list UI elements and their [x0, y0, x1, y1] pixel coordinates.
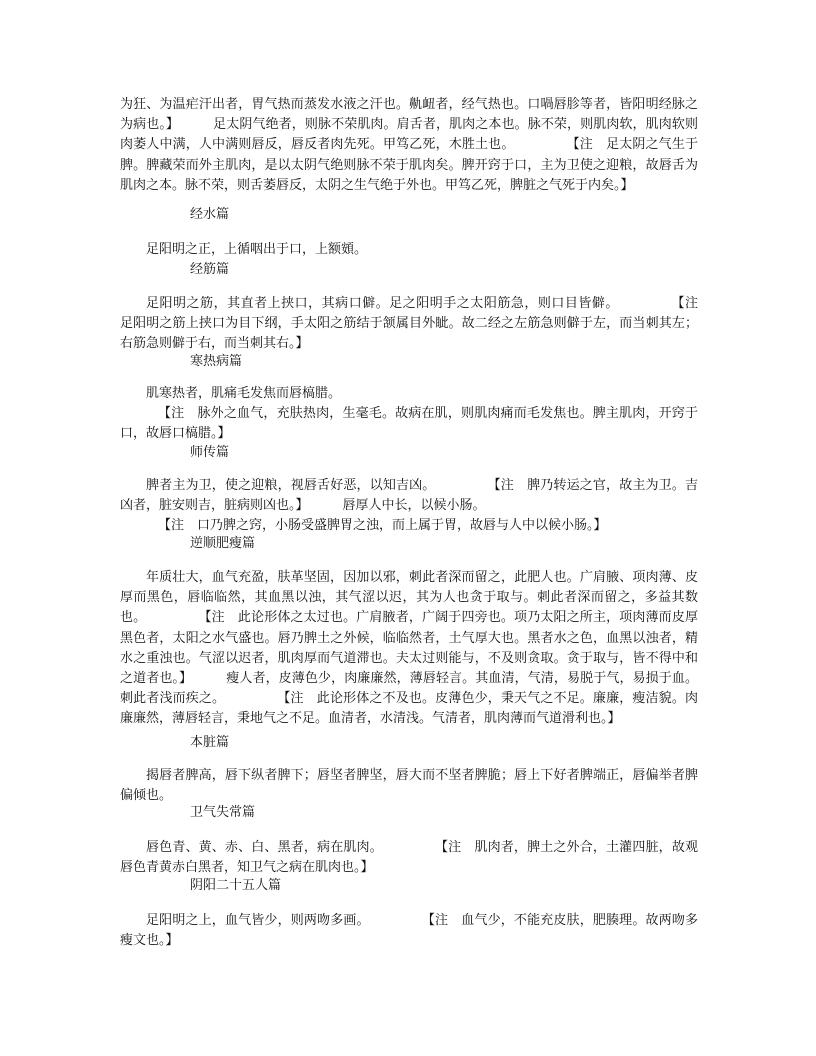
yinyang-text: 足阳明之上，血气皆少，则两吻多画。: [146, 913, 370, 928]
section-benzang: [120, 766, 698, 806]
weiqi-text: 唇色青、黄、赤、白、黑者，病在肌肉。: [146, 840, 383, 855]
jingjin-text: 足阳明之筋，其直者上挟口，其病口僻。足之阳明手之太阳筋急，则口目皆僻。: [146, 296, 619, 311]
section-title-weiqi: 卫气失常篇: [190, 805, 256, 820]
nishun-commentary-1: 【注 此论形体之太过也。广肩腋者，广阔于四旁也。项乃太阳之所主，项肉薄而皮厚黑色者，太阳之水气盛也。唇乃脾土之外候，临临然者，土气厚大也。黑者水之色，血黑以浊者，精水之重浊也。气涩以迟者，肌肉厚而气道滞也。夫太过则能与，不及则贪取。贪于取与，皆不得中和之道者也。】: [120, 610, 698, 687]
section-jingshui: [120, 240, 698, 260]
weiqi-paragraph: [120, 838, 698, 878]
hanre-commentary: 【注 脉外之血气，充肤热肉，生毫毛。故病在肌，则肌肉痛而毛发焦也。脾主肌肉，开窍于口，故唇口槁腊。】: [120, 406, 698, 442]
intro-paragraph: [120, 95, 698, 196]
jingshui-text: 足阳明之正，上循咽出于口，上额頞。: [146, 242, 368, 257]
jingjin-commentary: 【注 足阳明之筋上挟口为目下纲，手太阳之筋结于颔属目外眦。故二经之左筋急则僻于左，而当刺其左；右筋急则僻于右，而当刺其右。】: [120, 296, 711, 352]
intro-commentary: 【注 足太阴之气生于脾。脾藏荣而外主肌肉，是以太阴气绝则脉不荣于肌肉矣。脾开窍于口，主为卫使之迎粮，故唇舌为肌肉之本。脉不荣，则舌萎唇反，太阴之生气绝于外也。甲笃乙死，脾脏之气死于内矣。】: [120, 137, 698, 193]
section-yinyang: [120, 911, 698, 951]
intro-block: [120, 95, 698, 196]
yinyang-paragraph: [120, 911, 698, 951]
shizhuan-commentary-1: 【注 脾乃转运之官，故主为卫。吉凶者，脏安则吉，脏病则凶也。】: [120, 478, 698, 514]
shizhuan-text-2: 唇厚人中长，以候小肠。: [342, 498, 486, 514]
section-shizhuan: [120, 476, 698, 537]
shizhuan-commentary-2: 【注 口乃脾之窍，小肠受盛脾胃之浊，而上属于胃，故唇与人中以候小肠。】: [158, 518, 607, 534]
nishun-paragraph: [120, 568, 698, 730]
hanre-text: 肌寒热者，肌痛毛发焦而唇槁腊。: [146, 386, 342, 401]
section-jingjin: [120, 294, 711, 355]
shizhuan-text-1: 脾者主为卫，使之迎粮，视唇舌好恶，以知吉凶。: [146, 478, 436, 493]
section-title-benzang: 本脏篇: [190, 735, 230, 750]
nishun-text-2: 瘦人者，皮薄色少，肉廉廉然，薄唇轻言。其血清，气清，易脱于气，易损于血。刺此者浅而疾之。: [120, 671, 698, 707]
section-title-jingjin: 经筋篇: [190, 262, 230, 277]
yinyang-commentary: 【注 血气少，不能充皮肤，肥腠理。故两吻多瘦文也。】: [120, 913, 698, 949]
section-title-nishun: 逆顺肥瘦篇: [190, 536, 256, 551]
benzang-text: 揭唇者脾高，唇下纵者脾下；唇坚者脾坚，唇大而不坚者脾脆；唇上下好者脾端正，唇偏举者脾偏倾也。: [120, 768, 698, 804]
nishun-text-1: 年质壮大，血气充盈，肤革坚固，因加以邪，刺此者深而留之，此肥人也。广肩腋、项肉薄、皮厚而黑色，唇临临然，其血黑以浊，其气涩以迟，其为人也贪于取与。刺此者深而留之，多益其数也。: [120, 570, 698, 626]
section-hanre: [120, 384, 698, 445]
section-nishun: [120, 568, 698, 730]
intro-text-2: 足太阴气绝者，则脉不荣肌肉。肩舌者，肌肉之本也。脉不荣，则肌肉软，肌肉软则肉萎人中满，人中满则唇反，唇反者肉先死。甲笃乙死，木胜土也。: [120, 117, 698, 153]
section-title-jingshui: 经水篇: [190, 207, 230, 222]
weiqi-commentary: 【注 肌肉者，脾土之外合，土灌四脏，故观唇色青黄赤白黑者，知卫气之病在肌肉也。】: [120, 840, 698, 876]
nishun-commentary-2: 【注 此论形体之不及也。皮薄色少，秉天气之不足。廉廉，瘦洁貌。肉廉廉然，薄唇轻言，秉地气之不足。血清者，水清浅。气清者，肌肉薄而气道滑利也。】: [120, 691, 698, 727]
section-weiqi: [120, 838, 698, 878]
jingjin-paragraph: [120, 294, 711, 355]
section-title-shizhuan: 师传篇: [190, 445, 230, 460]
shizhuan-paragraph: [120, 476, 698, 516]
intro-text-1: 为狂、为温疟汗出者，胃气热而蒸发水液之汗也。鼽衄者，经气热也。口喎唇胗等者，皆阳明经脉之为病也。】: [120, 97, 698, 133]
section-title-hanre: 寒热病篇: [190, 354, 243, 369]
section-title-yinyang: 阴阳二十五人篇: [190, 878, 282, 893]
